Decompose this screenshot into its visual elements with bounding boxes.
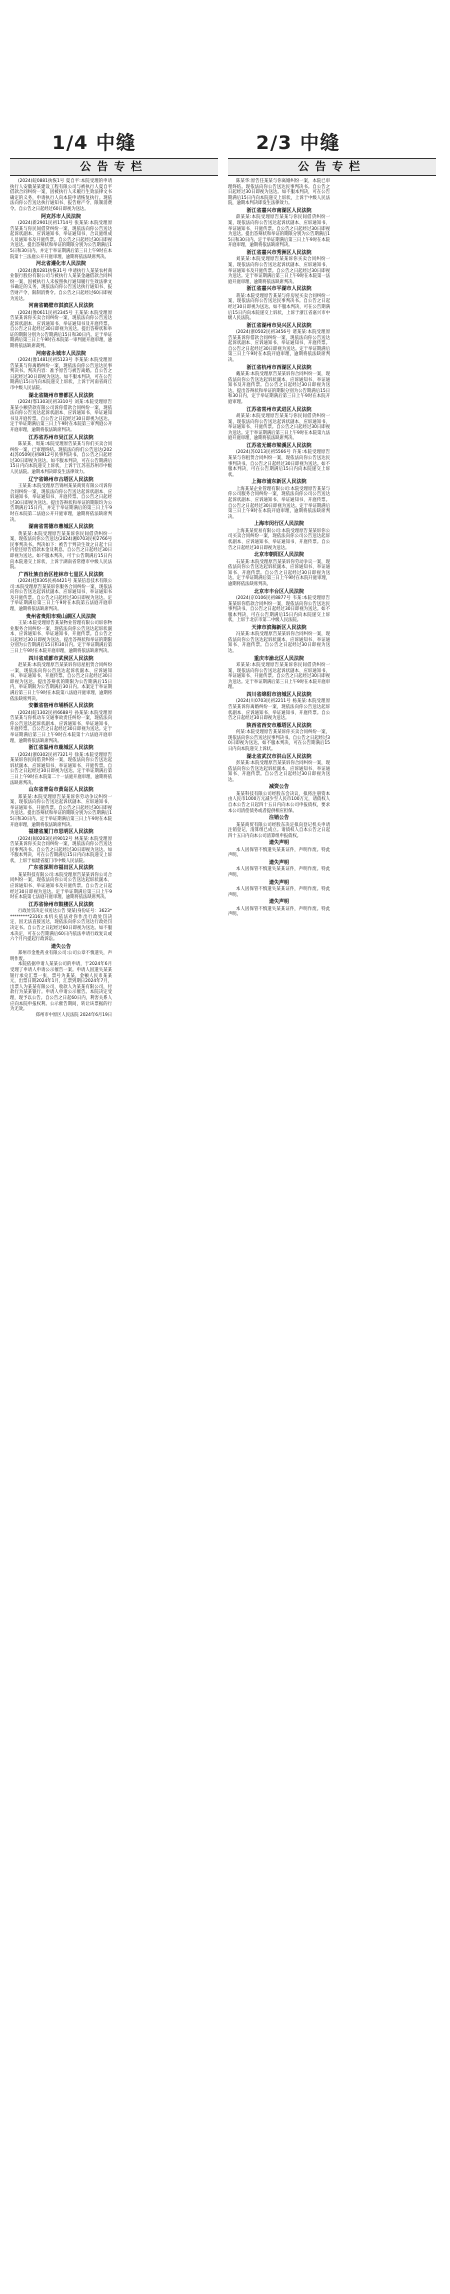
notice-heading: 遗失公告 — [50, 943, 71, 950]
left-notices — [10, 179, 218, 2286]
notice-heading: 浙江省杭州市西湖区人民法院 — [246, 364, 312, 371]
notice-body: (2024)豫1481民初5123号 李某某:本院受理原告某某与你离婚纠纷一案，现依法向你公告送达民事判决书。判决内容：准予原告与被告离婚。自公告之日起经过30日即视为送达。如不服本判决，可在公告期满后15日内向本院递交上诉状，上诉于河南省商丘市中级人民法院。 — [10, 358, 112, 392]
notice-heading: 遗失声明 — [268, 899, 289, 906]
notice-heading: 福建省厦门市思明区人民法院 — [28, 829, 94, 836]
notice-body: 本人因保管不慎遗失某某证件，声明作废。特此声明。 — [228, 886, 330, 898]
notice-heading: 浙江省温州市鹿城区人民法院 — [28, 745, 94, 752]
notice-body: (2024)新2901民初1714号 张某某:本院受理原告某某与你民间借贷纠纷一案，现依法向你公告送达起诉状副本、应诉通知书、举证通知书、合议庭组成人员通知书及开庭传票。自公告之日起经过30日即视为送达。提出答辩状和举证的期限分别为公告期满后15日和30日内。并定于举证期满后第三日上午9时在本院第十三法庭公开开庭审理，逾期将依法缺席判决。 — [10, 220, 112, 260]
notice-body: (2024)苏0213民初5566号 许某:本院受理原告某某与你租赁合同纠纷一案，现依法向你公告送达民事判决书。自公告之日起经过30日即视为送达。如不服本判决，可在公告期满后15日内向本院递交上诉状。 — [228, 450, 330, 478]
notice-heading: 江苏省无锡市梁溪区人民法院 — [246, 443, 312, 449]
notice-body: 戴某某:本院受理原告某某诉你合同纠纷一案，现依法向你公告送达起诉状副本、应诉通知书、举证通知书及开庭传票。自公告之日起经过30日即视为送达。提出答辩状和举证的期限分别为公告期满后15日和30日内，定于举证期满后第三日上午9时在本院开庭审理。 — [228, 372, 330, 406]
notice-body: 某某科技有限公司:本院受理原告某某诉你公司合同纠纷一案，现依法向你公司公告送达起诉状副本、应诉通知书、举证通知书及开庭传票。自公告之日起经过30日即视为送达。定于举证期满后第三日上午9时在本院第七法庭开庭审理，逾期将依法缺席判决。 — [10, 872, 112, 901]
notice-heading: 贵州省贵阳市观山湖区人民法院 — [25, 613, 96, 620]
notice-heading: 北京市丰台区人民法院 — [253, 588, 304, 595]
notice-body: 邓某某:本院受理原告某某诉你民间借贷纠纷一案，现依法向你公告送达起诉状副本、应诉通知书、举证通知书、开庭传票。自公告之日起经过30日即视为送达。定于举证期满后第三日上午9时在本院开庭审理。 — [228, 663, 330, 691]
notice-body: (2024)皖0881执恢1号 夏自平:本院受理的申请执行人安徽某某建设工程有限公司与被执行人夏自平借款合同纠纷一案，因被执行人未履行生效法律文书确定的义务，申请执行人向本院申请恢复执行。现依法向你公告送达执行通知书、报告财产令、限制消费令。自公告之日起经过60日即视为送达。 — [10, 179, 112, 212]
notice-body: 陈某某、周某:本院受理原告某某与你们买卖合同纠纷一案，已审理终结。现依法向你们公告送达(2024)苏0509民初8912号民事判决书。自公告之日起经过30日即视为送达。如不服本判决，可在公告期满后15日内向本院递交上诉状，上诉于江苏省苏州市中级人民法院。逾期本判决即发生法律效力。 — [10, 442, 112, 475]
notice-heading: 遗失声明 — [268, 859, 289, 866]
notice-body: 黄某某:本院受理原告某某诉你民间借贷纠纷一案，现依法向你公告送达(2024)湘0703民初2766号民事判决书。判决如下：被告于判决生效之日起十日内偿还原告借款本金及利息。自公告之日起经过30日即视为送达。如不服本判决，可于公告期满后15日内向本院递交上诉状，上诉于湖南省常德市中级人民法院。 — [10, 531, 112, 571]
notice-body: 陈某华:原告任某某与你离婚纠纷一案，本院已审理终结。现依法向你公告送达民事判决书。自公告之日起经过30日即视为送达。如不服本判决，可在公告期满后15日内向本院递交上诉状，上诉于中级人民法院，逾期本判决即发生法律效力。 — [228, 179, 330, 207]
notice-heading: 天津市滨海新区人民法院 — [251, 624, 307, 631]
notice-body: 薛某某:本院受理原告某某与你民间借贷纠纷一案，现依法向你公告送达起诉状副本、应诉通知书、举证通知书、开庭传票。自公告之日起经过30日即视为送达。提出答辩状和举证的期限分别为公告期满后15日和30日内。定于举证期满后第三日上午9时在本院开庭审理，逾期将依法缺席判决。 — [228, 215, 330, 249]
notice-heading: 减资公告 — [268, 784, 289, 791]
left-banner: 公告专栏 — [10, 158, 218, 176]
notice-body: 上海某某贸易有限公司:本院受理原告某某诉你公司买卖合同纠纷一案，现依法向你公司公告送达起诉状副本、应诉通知书、举证通知书、开庭传票。自公告之日起经过30日即视为送达。 — [228, 528, 330, 551]
notice-heading: 湖北省随州市曾都区人民法院 — [28, 392, 94, 399]
notice-heading: 遗失声明 — [268, 879, 289, 886]
notice-heading: 上海市闵行区人民法院 — [253, 521, 304, 528]
fold-label-right: 2/3 中缝 — [256, 132, 340, 154]
notice-heading: 江苏省徐州市鼓楼区人民法院 — [28, 901, 94, 908]
notice-heading: 山东省青岛市黄岛区人民法院 — [28, 787, 94, 794]
notice-heading: 浙江省湖州市吴兴区人民法院 — [246, 322, 312, 329]
notice-body: (2024)川0703民初2211号 杨某某:本院受理原告某某诉你离婚纠纷一案，现依法向你公告送达起诉状副本、应诉通知书、举证通知书、开庭传票。自公告之日起经过30日即视为送达。 — [228, 699, 330, 722]
notice-heading: 湖北省武汉市洪山区人民法院 — [246, 753, 312, 760]
notice-body: 彭某某:本院受理原告某某诉你合同纠纷一案，现依法向你公告送达起诉状副本、应诉通知书、举证通知书、开庭传票。自公告之日起经过30日即视为送达。 — [228, 761, 330, 783]
notice-heading: 浙江省嘉兴市南湖区人民法院 — [246, 207, 312, 214]
notice-body: 本人因保管不慎遗失某某证件，声明作废。特此声明。 — [228, 867, 330, 878]
fold-label-left: 1/4 中缝 — [52, 132, 136, 154]
right-notices — [228, 179, 436, 2286]
notice-body: 王某某:本院受理原告锦州某某商贸有限公司诉你合同纠纷一案，现依法向你公告送达起诉状副本、应诉通知书、举证通知书、开庭传票。自公告之日起经过30日即视为送达。提出答辩状和举证的期限均为公告期满后15日内，并定于举证期满后的第三日上午9时在本院第二法庭公开开庭审理，逾期将依法缺席判决。 — [10, 483, 112, 523]
notice-heading: 上海市浦东新区人民法院 — [251, 479, 307, 486]
notice-body: 蒋某:本院受理原告某某与你房屋买卖合同纠纷一案，现依法向你公告送达民事判决书。自公告之日起经过30日即视为送达。如不服本判决，可在公告期满后15日内向本院递交上诉状，上诉于浙江省嘉兴市中级人民法院。 — [228, 293, 330, 322]
notice-heading: 广东省深圳市福田区人民法院 — [28, 865, 94, 872]
notice-body: 本院依据申请人某某公司的申请，于2024年6月受理了申请人申请公示催告一案。申请人因遗失某某银行承兑汇票一张，票号为某某，金额人民币某某元，出票日期2024年1月，汇票到期日2024年7月，出票人为某某有限公司，收款人为某某有限公司，付款行为某某银行。申请人申请公示催告。本院决定受理，现予以公告。自公告之日起60日内，利害关系人应向本院申报权利。公示催告期间，转让该票据的行为无效。 — [10, 962, 112, 1013]
notice-body: (2024)浙0502民初3456号 诸某某:本院受理原告某某诉你借款合同纠纷一案，现依法向你公告送达起诉状副本、应诉通知书、举证通知书、开庭传票。自公告之日起经过30日即视为送达。定于举证期满后第三日上午9时在本院开庭审理，逾期将依法缺席判决。 — [228, 330, 330, 364]
notice-heading: 河北省遵化市人民法院 — [35, 261, 86, 268]
notice-body: 某某商贸有限公司经股东决定拟向登记机关申请注销登记，清算组已成立。请债权人自本公告之日起四十五日内向本公司清算组申报债权。 — [228, 822, 330, 839]
notice-body: 上海某某企业管理有限公司:本院受理原告某某与你公司服务合同纠纷一案，现依法向你公司公告送达起诉状副本、应诉通知书、举证通知书、开庭传票。自公告之日起经过30日即视为送达。定于举证期满后第三日上午9时在本院开庭审理，逾期将依法缺席判决。 — [228, 486, 330, 520]
notice-body: 郑某某:本院受理原告某某诉你劳动争议纠纷一案，现依法向你公告送达起诉状副本、应诉通知书、举证通知书、开庭传票。自公告之日起经过30日即视为送达。提出答辩状和举证的期限分别为公告期满后15日和30日内。定于举证期满后第三日上午9时在本院开庭审理，逾期将依法缺席判决。 — [10, 794, 112, 828]
notice-body: (2024)冀0281执恢31号 申请执行人某某农村商业银行股份有限公司与被执行人某某金融借款合同纠纷一案，因被执行人未按照执行通知履行生效法律文书确定的义务，现依法向你公告送达执行通知书、报告财产令、限制消费令。自公告之日起经过60日即视为送达。 — [10, 268, 112, 302]
notice-body: 行政处罚决定书送达公告 梁某(身份证号：3623**********2316):本机关依法对你作出行政处罚决定，因无法直接送达，现依法向你公告送达行政处罚决定书。自公告之日起经过60日即视为送达。如不服本决定，可在公告期满后60日内依法申请行政复议或六个月内提起行政诉讼。 — [10, 909, 112, 943]
notice-body: (2024)豫0611民初2345号 王某某:本院受理原告某某诉你买卖合同纠纷一案，现依法向你公告送达起诉状副本、应诉通知书、举证通知书及开庭传票。自公告之日起经过30日即视为送达。提出答辩状和举证的期限分别为公告期满后15日和30日内。定于举证期满后第三日上午9时在本院第一审判庭开庭审理，逾期将依法缺席裁判。 — [10, 310, 112, 350]
notice-body: (2024)桂0305民初4421号 某某信息技术有限公司:本院受理原告某某诉你服务合同纠纷一案，现依法向你公告送达起诉状副本、应诉通知书、举证通知书及开庭传票。自公告之日起经过30日即视为送达。定于举证期满后第三日上午9时在本院第五法庭开庭审理，逾期将依法缺席判决。 — [10, 579, 112, 613]
notice-heading: 浙江省嘉兴市平湖市人民法院 — [246, 286, 312, 293]
notice-heading: 湖南省常德市鼎城区人民法院 — [28, 524, 94, 531]
notice-heading: 河南省鹤壁市淇滨区人民法院 — [28, 303, 94, 310]
notice-body: (2024)浙0302民初7321号 徐某:本院受理原告某某诉你民间借贷纠纷一案，现依法向你公告送达起诉状副本、应诉通知书、举证通知书、开庭传票。自公告之日起经过30日即视为送达。定于举证期满后第三日上午9时在本院第二十一法庭开庭审理，逾期将依法缺席判决。 — [10, 752, 112, 786]
notice-body: (2024)鄂1303民初3310号 刘某:本院受理原告某某小额贷款有限公司诉你借款合同纠纷一案，现依法向你公告送达起诉状副本、应诉通知书、举证通知书及开庭传票。自公告之日起经过30日即视为送达。定于举证期满后第三日上午9时在本院第三审判庭公开开庭审理，逾期将依法缺席判决。 — [10, 400, 112, 433]
notice-body: 某某科技有限公司经股东会决议，拟将注册资本由人民币1000万元减少至人民币100万元，请债权人自本公告之日起四十五日内向本公司申报债权，要求本公司清偿债务或者提供相应担保。 — [228, 791, 330, 814]
right-column — [228, 158, 436, 2286]
notice-heading: 遗失声明 — [268, 840, 289, 847]
notice-signature: 郑州市中原区人民法院 2024年6月19日 — [35, 1012, 112, 1018]
notice-body: 本人因保管不慎遗失某某证件，声明作废。特此声明。 — [228, 906, 330, 918]
notice-body: 石某某:本院受理原告某某诉你劳动争议一案，现依法向你公告送达起诉状副本、应诉通知书、举证通知书、开庭传票。自公告之日起经过30日即视为送达。定于举证期满后第三日上午9时在本院开庭审理，逾期将依法缺席判决。 — [228, 559, 330, 587]
notice-body: 赵某某:本院受理原告某某诉你房屋租赁合同纠纷一案，现依法向你公告送达起诉状副本、应诉通知书、举证通知书、开庭传票。自公告之日起经过30日即视为送达。提出答辩状的期限为公告期满后15日内，举证期限为公告期满后30日内。本案定于举证期满后第三日上午9时在本院第八法庭开庭审理，逾期将依法缺席判决。 — [10, 663, 112, 702]
notice-heading: 四川省成都市武侯区人民法院 — [28, 655, 94, 662]
notice-body: 郑州市金胜药业有限公司:公司公章不慎遗失，声明作废。 — [10, 951, 112, 962]
notice-body: 刘某某:本院受理原告某某诉你买卖合同纠纷一案，现依法向你公告送达起诉状副本、应诉通知书、举证通知书及开庭传票。自公告之日起经过30日即视为送达。定于举证期满后第三日上午9时在本院第一法庭开庭审理，逾期将依法缺席判决。 — [228, 257, 330, 285]
notice-body: 冯某某:本院受理原告某某诉你合同纠纷一案，现依法向你公告送达起诉状副本、应诉通知书、举证通知书、开庭传票。自公告之日起经过30日即视为送达。 — [228, 632, 330, 655]
notice-body: (2024)闽0203民初9012号 林某某:本院受理原告某某诉你买卖合同纠纷一案，现依法向你公告送达民事判决书。自公告之日起经过30日即视为送达。如不服本判决，可在公告期满后15日内向本院递交上诉状，上诉于福建省厦门市中级人民法院。 — [10, 836, 112, 864]
notice-heading: 注销公告 — [268, 815, 289, 822]
notice-body: (2024)京0106民初8877号 韦某:本院受理原告某某诉你借款合同纠纷一案，现依法向你公告送达民事判决书。自公告之日起经过30日即视为送达。如不服本判决，可在公告期满后15日内向本院递交上诉状，上诉于北京市第二中级人民法院。 — [228, 595, 330, 624]
right-banner: 公告专栏 — [228, 158, 436, 176]
notice-heading: 辽宁省锦州市古塔区人民法院 — [28, 476, 94, 483]
notice-heading: 安徽省宿州市埇桥区人民法院 — [28, 703, 94, 710]
notice-body: (2024)皖1302民初6688号 孙某某:本院受理原告某某与你机动车交通事故责任纠纷一案，现依法向你公告送达起诉状副本、应诉通知书、举证通知书、开庭传票。自公告之日起经过30日即视为送达。定于举证期满后第三日上午9时在本院第十六法庭开庭审理，逾期将依法缺席判决。 — [10, 710, 112, 744]
notice-heading: 江苏省苏州市吴江区人民法院 — [28, 434, 94, 441]
notice-body: 本人因保管不慎遗失某某证件，声明作废。特此声明。 — [228, 847, 330, 859]
notice-heading: 陕西省西安市雁塔区人民法院 — [246, 722, 312, 729]
notice-heading: 广西壮族自治区桂林市七星区人民法院 — [18, 571, 104, 578]
notice-heading: 重庆市渝北区人民法院 — [253, 655, 304, 662]
notice-body: 王某:本院受理原告某某物业管理有限公司诉你物业服务合同纠纷一案，现依法向你公告送达起诉状副本、应诉通知书、举证通知书、开庭传票。自公告之日起经过30日即视为送达。提出答辩状和举证的期限分别为公告期满后15日和30日内。定于举证期满后第三日上午9时在本院开庭审理，逾期将依法缺席判决。 — [10, 621, 112, 655]
notice-heading: 北京市朝阳区人民法院 — [253, 552, 304, 559]
left-column — [10, 158, 218, 2286]
notice-heading: 河南省永城市人民法院 — [35, 350, 86, 357]
notice-heading: 浙江省嘉兴市秀洲区人民法院 — [246, 249, 312, 256]
notice-heading: 江苏省常州市武进区人民法院 — [246, 406, 312, 413]
notice-heading: 阿克苏市人民法院 — [40, 213, 81, 220]
notice-body: 何某:本院受理原告某某诉你买卖合同纠纷一案，现依法向你公告送达民事判决书。自公告之日起经过30日即视为送达。如不服本判决，可在公告期满后15日内向本院递交上诉状。 — [228, 730, 330, 752]
notice-body: 胡某某:本院受理原告某某与你民间借贷纠纷一案，现依法向你公告送达起诉状副本、应诉通知书、举证通知书、开庭传票。自公告之日起经过30日即视为送达。定于举证期满后第三日上午9时在本院第九法庭开庭审理，逾期将依法缺席判决。 — [228, 414, 330, 442]
notice-heading: 四川省绵阳市涪城区人民法院 — [246, 692, 312, 699]
